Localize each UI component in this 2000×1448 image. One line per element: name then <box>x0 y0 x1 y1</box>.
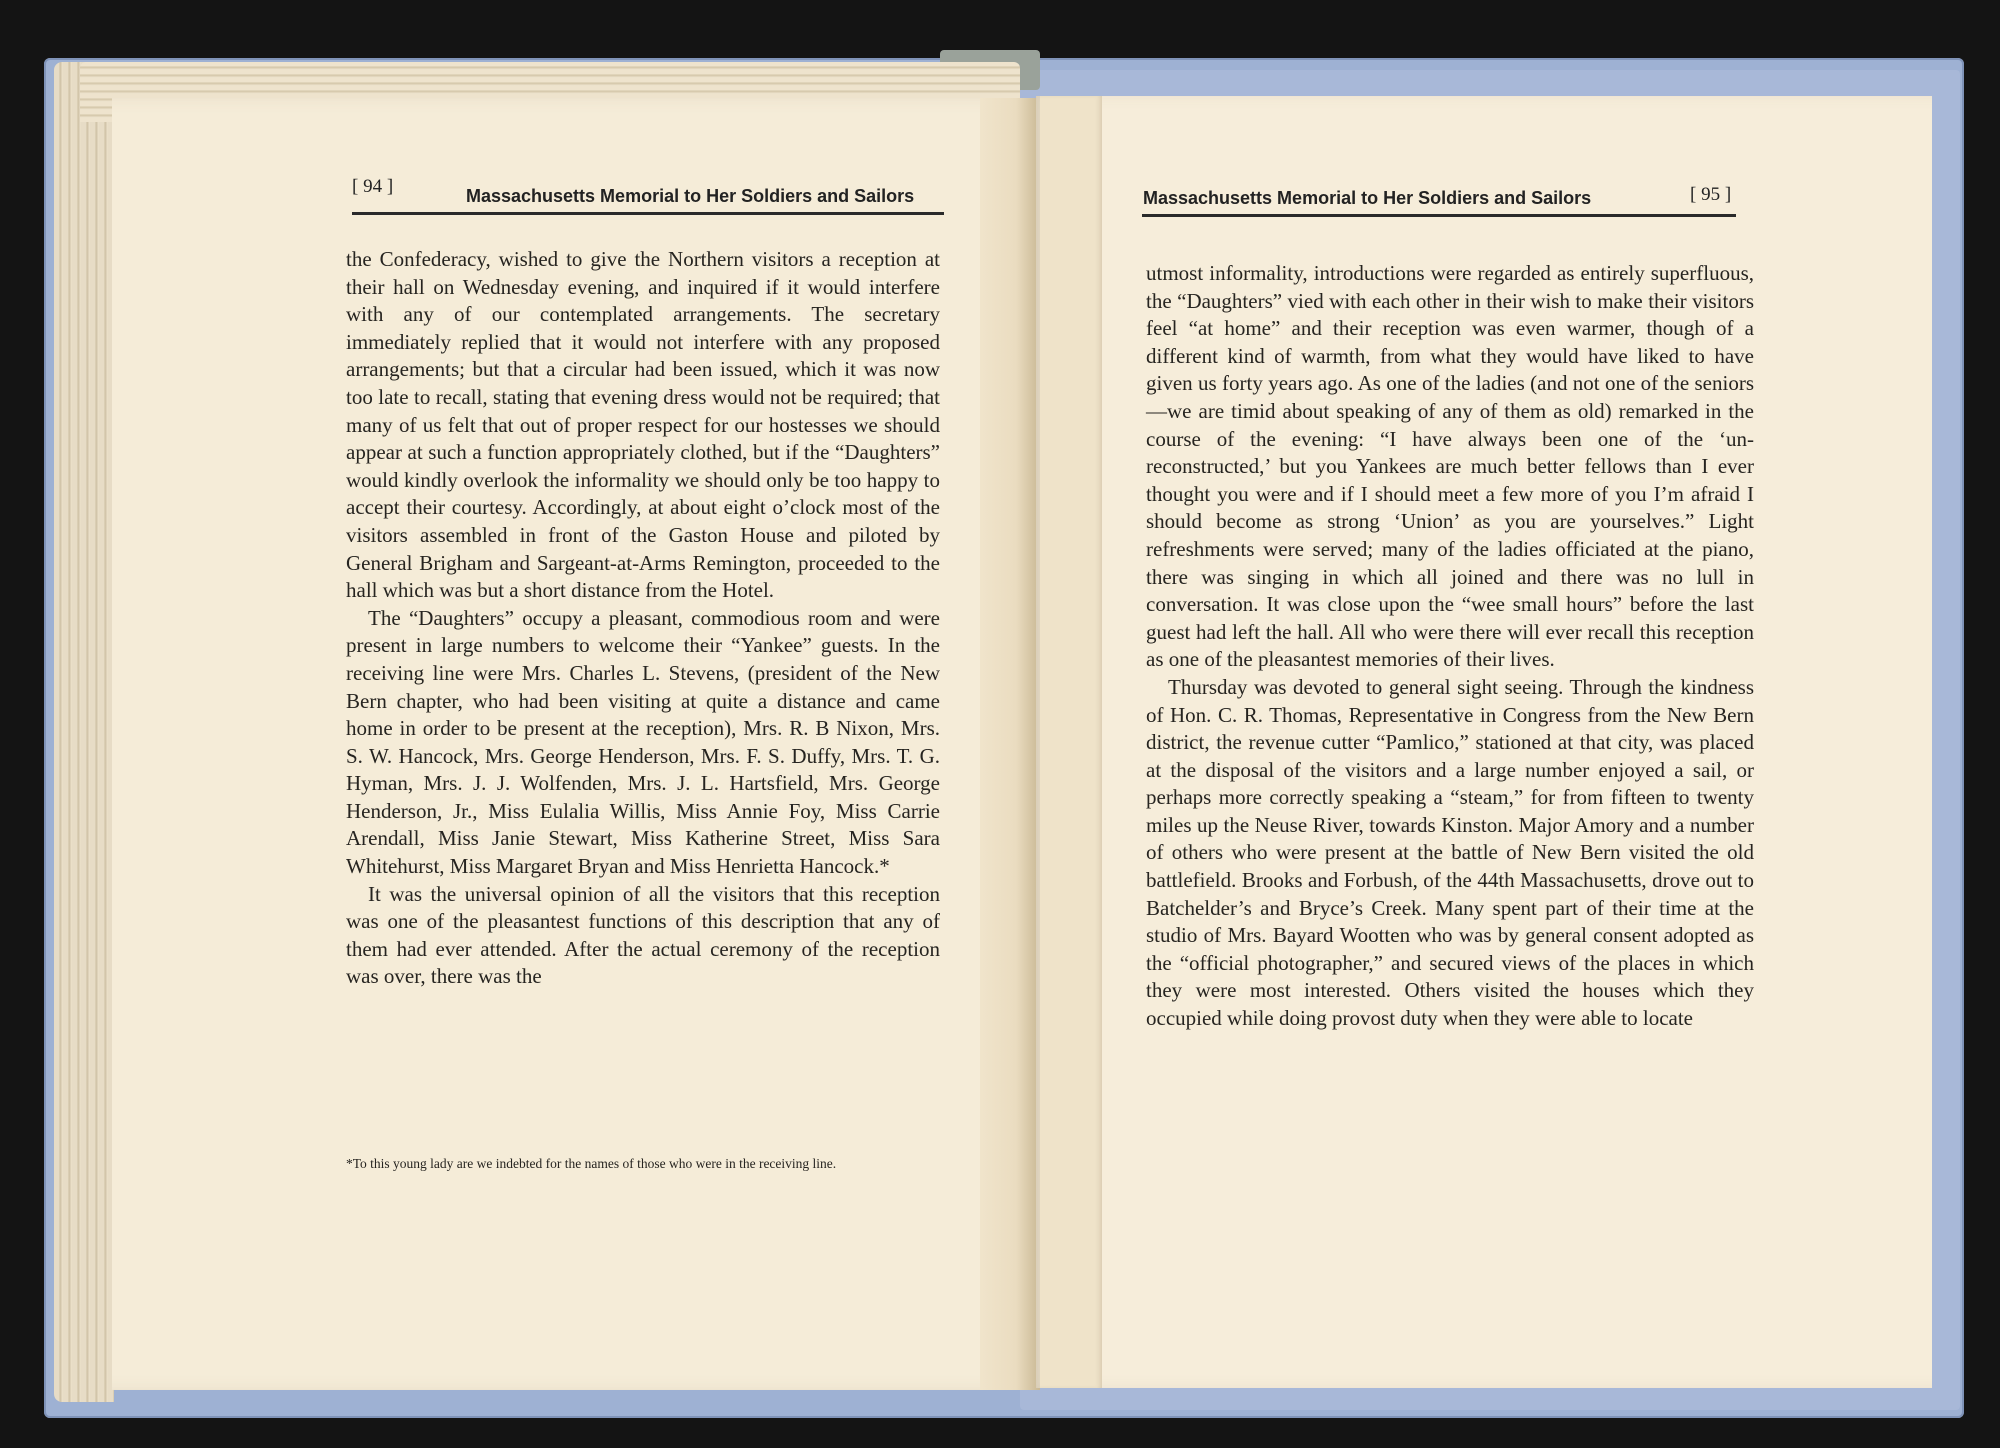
left-footnote: *To this young lady are we indebted for the names of those who were in the receiving line. <box>346 1156 837 1171</box>
right-body-text <box>1146 260 1754 1200</box>
right-running-head: Massachusetts Memorial to Her Soldiers and Sailors <box>1143 188 1592 208</box>
right-page-number: [ 95 ] <box>1690 184 1732 205</box>
left-paragraph-3: It was the universal opinion of all the visitors that this reception was one of the pleasantest functions of this description that any of them had ever attended. After the actual ceremony of the reception was over, there was the <box>346 881 940 989</box>
right-page-inner-edge <box>1040 96 1102 1388</box>
left-paragraph-1: the Confederacy, wished to give the Northern visitors a reception at their hall on Wednesday evening, and inquired if it would interfere with any of our contemplated arrangements. The secretary immediately replied that it would not interfere with any proposed arrangements; but that a circular had been issued, which it was now too late to recall, stating that evening dress would not be required; that many of us felt that out of proper respect for our hostesses we should appear at such a function appropriately clothed, but if the “Daughters” would kindly overlook the informality we should only be too happy to accept their courtesy. Accordingly, at about eight o’clock most of the visitors assembled in front of the Gaston House and piloted by General Brigham and Sargeant-at-Arms Remington, proceeded to the hall which was but a short distance from the Hotel. <box>346 247 940 603</box>
right-paragraph-1: utmost informality, introductions were regarded as entirely superfluous, the “Daughters” vied with each other in their wish to make their visitors feel “at home” and their reception was even warmer, though of a different kind of warmth, from what they would have liked to have given us forty years ago. As one of the ladies (and not one of the seniors—we are timid about speaking of any of them as old) remarked in the course of the evening: “I have always been one of the ‘un-reconstructed,’ but you Yankees are much better fellows than I ever thought you were and if I should meet a few more of you I’m afraid I should become as strong ‘Union’ as you are yourselves.” Light refreshments were served; many of the ladies officiated at the piano, there was singing in which all joined and there was no lull in conversation. It was close upon the “wee small hours” before the last guest had left the hall. All who were there will ever recall this reception as one of the pleasantest memories of their lives. <box>1146 261 1754 672</box>
left-body-text <box>346 246 940 1136</box>
gutter <box>980 98 1040 1390</box>
page-block-edges <box>54 62 114 1402</box>
left-paragraph-2: The “Daughters” occupy a pleasant, commodious room and were present in large numbers to welcome their “Yankee” guests. In the receiving line were Mrs. Charles L. Stevens, (president of the New Bern chapter, who had been visiting at quite a distance and came home in order to be present at the reception), Mrs. R. B Nixon, Mrs. S. W. Hancock, Mrs. George Henderson, Mrs. F. S. Duffy, Mrs. T. G. Hyman, Mrs. J. J. Wolfenden, Mrs. J. L. Hartsfield, Mrs. George Henderson, Jr., Miss Eulalia Willis, Miss Annie Foy, Miss Carrie Arendall, Miss Janie Stewart, Miss Katherine Street, Miss Sara Whitehurst, Miss Margaret Bryan and Miss Henrietta Hancock.* <box>346 605 940 879</box>
right-paragraph-2: Thursday was devoted to general sight seeing. Through the kindness of Hon. C. R. Thomas, Representative in Congress from the New Bern district, the revenue cutter “Pamlico,” stationed at that city, was placed at the disposal of the visitors and a large number enjoyed a sail, or perhaps more correctly speaking a “steam,” for from fifteen to twenty miles up the Neuse River, towards Kinston. Major Amory and a number of others who were present at the battle of New Bern visited the old battlefield. Brooks and Forbush, of the 44th Massachusetts, drove out to Batchelder’s and Bryce’s Creek. Many spent part of their time at the studio of Mrs. Bayard Wootten who was by general consent adopted as the “official photographer,” and secured views of the places in which they were most interested. Others visited the houses which they occupied while doing provost duty when they were able to locate <box>1146 674 1754 1031</box>
left-running-head: Massachusetts Memorial to Her Soldiers and Sailors <box>466 186 915 206</box>
right-header-rule <box>1142 214 1736 217</box>
left-header-rule <box>352 212 944 215</box>
left-page-number: [ 94 ] <box>352 176 394 197</box>
